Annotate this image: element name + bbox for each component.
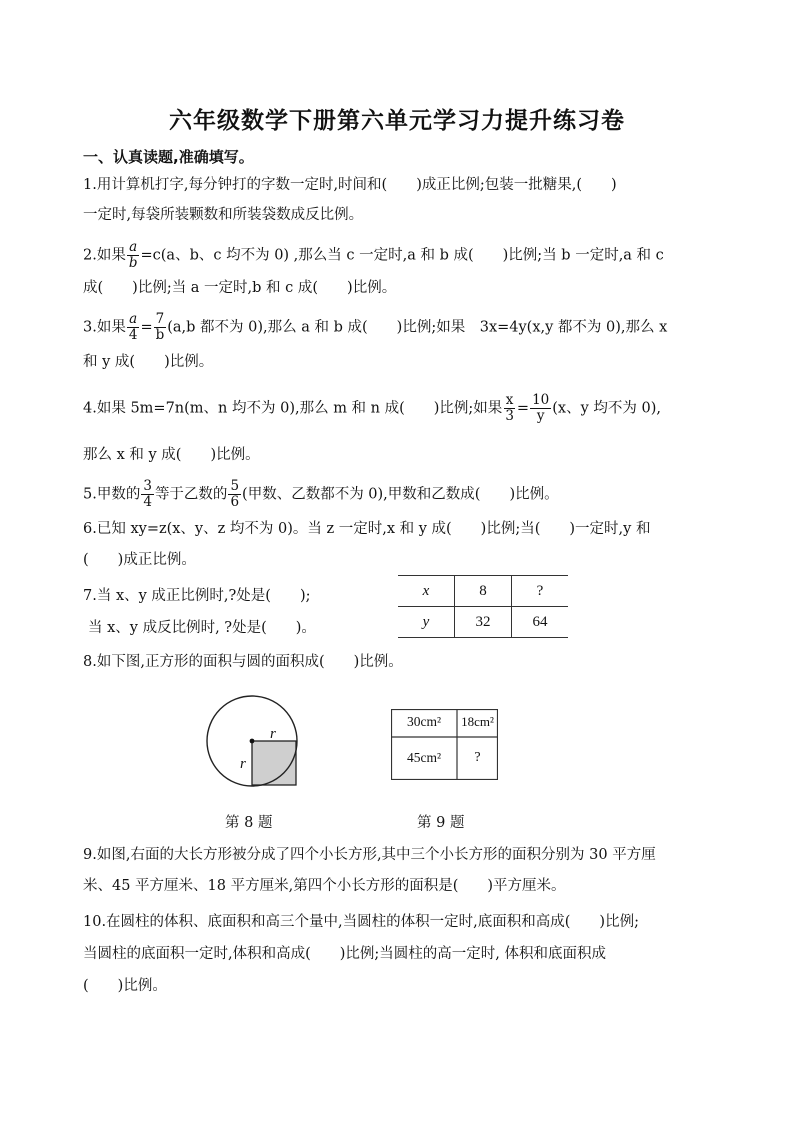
q2-pre: 2.如果 [83, 247, 126, 264]
q2-fraction [127, 240, 140, 271]
q3-eq: = [140, 319, 153, 336]
q4-fraction-1 [503, 393, 516, 424]
q5-line1 [83, 479, 559, 510]
q2-line2: 成( )比例;当 a 一定时,b 和 c 成( )比例。 [83, 280, 397, 296]
table-row [398, 607, 568, 638]
figure-9-caption: 第 9 题 [417, 815, 465, 831]
q5-pre: 5.甲数的 [83, 486, 141, 503]
page-title: 六年级数学下册第六单元学习力提升练习卷 [169, 108, 625, 134]
q3-post: (a,b 都不为 0),那么 a 和 b 成( )比例;如果 3x=4y(x,y 都不为 0),那么 x [167, 319, 668, 336]
q4-f2-num: 10 [532, 392, 550, 408]
q3-f2-den: b [155, 327, 165, 343]
q1-line1: 1.用计算机打字,每分钟打的字数一定时,时间和( )成正比例;包装一批糖果,( ) [83, 177, 617, 193]
q8-line1: 8.如下图,正方形的面积与圆的面积成( )比例。 [83, 654, 403, 670]
q6-line2: ( )成正比例。 [83, 552, 196, 568]
q2-frac-den: b [128, 255, 138, 271]
rectangle-grid-figure [391, 709, 498, 780]
q3-line1 [83, 312, 667, 343]
radius-label-top: r [270, 726, 276, 742]
circle-square-figure [200, 692, 310, 802]
q5-f2-den: 6 [230, 494, 240, 510]
table-cell: 64 [512, 607, 569, 638]
q4-line2: 那么 x 和 y 成( )比例。 [83, 447, 260, 463]
q4-line1 [83, 393, 661, 424]
table-row [398, 576, 568, 607]
q2-post: =c(a、b、c 均不为 0) ,那么当 c 一定时,a 和 b 成( )比例;当 b 一定时,a 和 c [140, 247, 664, 264]
q2-line1 [83, 240, 664, 271]
q5-f1-num: 3 [143, 478, 152, 494]
q9-line2: 米、45 平方厘米、18 平方厘米,第四个小长方形的面积是( )平方厘米。 [83, 878, 566, 894]
q4-fraction-2 [530, 393, 551, 424]
q7-line1: 7.当 x、y 成正比例时,?处是( ); [83, 588, 311, 604]
q3-pre: 3.如果 [83, 319, 126, 336]
q5-f1-den: 4 [143, 494, 152, 510]
q4-f1-den: 3 [505, 408, 514, 424]
table-cell: 32 [455, 607, 512, 638]
q7-line2: 当 x、y 成反比例时, ?处是( )。 [88, 620, 316, 636]
q6-line1: 6.已知 xy=z(x、y、z 均不为 0)。当 z 一定时,x 和 y 成( )比例;当( )一定时,y 和 [83, 521, 651, 537]
q4-pre: 4.如果 5m=7n(m、n 均不为 0),那么 m 和 n 成( )比例;如果 [83, 400, 503, 417]
area-cell-1: 30cm² [406, 714, 442, 729]
table-cell: x [398, 576, 455, 607]
q3-line2: 和 y 成( )比例。 [83, 354, 214, 370]
q3-f2-num: 7 [155, 311, 165, 327]
section-heading: 一、认真读题,准确填写。 [83, 148, 254, 166]
q5-mid: 等于乙数的 [154, 486, 228, 503]
q3-f1-num: a [129, 311, 138, 327]
q3-f1-den: 4 [128, 327, 138, 343]
q2-frac-num: a [129, 239, 138, 255]
radius-label-left: r [240, 756, 246, 772]
area-cell-4: ? [474, 750, 481, 765]
q10-line2: 当圆柱的底面积一定时,体积和高成( )比例;当圆柱的高一定时, 体积和底面积成 [83, 946, 607, 962]
q5-f2-num: 5 [230, 478, 240, 494]
q4-post: (x、y 均不为 0), [552, 400, 661, 417]
q7-xy-table [398, 575, 568, 638]
q10-line1: 10.在圆柱的体积、底面积和高三个量中,当圆柱的体积一定时,底面积和高成( )比例; [83, 914, 639, 930]
q10-line3: ( )比例。 [83, 978, 167, 994]
q9-line1: 9.如图,右面的大长方形被分成了四个小长方形,其中三个小长方形的面积分别为 30 平方厘 [83, 847, 656, 863]
q3-fraction-1 [127, 312, 140, 343]
q5-post: (甲数、乙数都不为 0),甲数和乙数成( )比例。 [242, 486, 559, 503]
q4-f2-den: y [536, 408, 545, 424]
q4-eq: = [516, 400, 530, 417]
q5-fraction-2 [228, 479, 241, 510]
area-cell-2: 18cm² [461, 714, 494, 729]
q1-line2: 一定时,每袋所装颗数和所装袋数成反比例。 [83, 207, 364, 223]
q5-fraction-1 [141, 479, 154, 510]
area-cell-3: 45cm² [406, 750, 442, 765]
table-cell: ? [512, 576, 569, 607]
q3-fraction-2 [154, 312, 167, 343]
table-cell: y [398, 607, 455, 638]
table-cell: 8 [455, 576, 512, 607]
q4-f1-num: x [505, 392, 514, 408]
figure-8-caption: 第 8 题 [225, 815, 273, 831]
